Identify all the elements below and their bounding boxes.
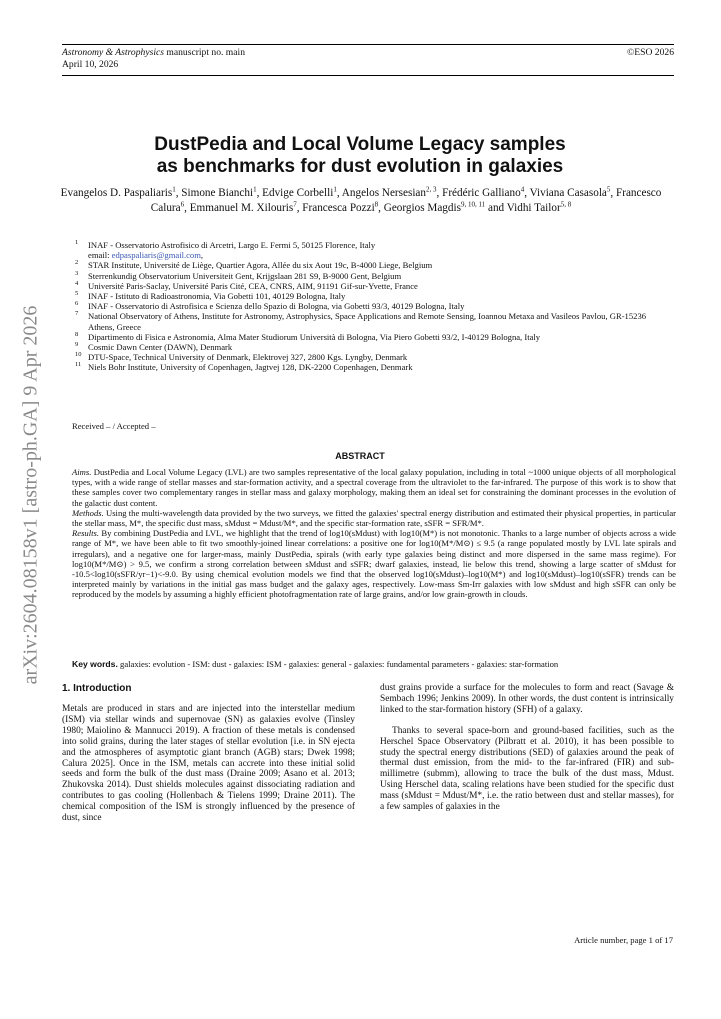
affiliation-text: INAF - Istituto di Radioastronomia, Via Gobetti 101, 40129 Bologna, Italy xyxy=(88,291,346,302)
affiliation-number: 5 xyxy=(75,290,79,298)
column-right xyxy=(380,683,674,813)
affiliation-text: DTU-Space, Technical University of Denmark, Elektrovej 327, 2800 Kgs. Lyngby, Denmark xyxy=(88,352,408,363)
affiliation-number: 11 xyxy=(75,361,82,369)
header-date: April 10, 2026 xyxy=(62,59,119,70)
authors-and: and xyxy=(485,201,507,214)
affiliation-number: 10 xyxy=(75,351,82,359)
arxiv-id: arXiv:2604.08158v1 [astro-ph.GA] 9 Apr 2026 xyxy=(19,305,42,685)
title-line-1: DustPedia and Local Volume Legacy samples xyxy=(154,134,566,155)
abstract-methods xyxy=(72,508,676,528)
author-affiliation-number: 1 xyxy=(172,185,176,194)
author-name: Francesco Calura xyxy=(150,187,662,214)
keywords-text: galaxies: evolution - ISM: dust - galaxies: ISM - galaxies: general - galaxies: fundamental parameters - galaxies: star-formation xyxy=(120,659,559,669)
methods-text: Using the multi-wavelength data provided by the two surveys, we fitted the galaxies' spectral energy distribution and estimated their physical properties, in particular the stellar mass, M*, the specific dust mass, sMdust = Mdust/M*, and the specific star-formation rate, sSFR = SFR/M*. xyxy=(72,507,676,529)
journal-name: Astronomy & Astrophysics xyxy=(62,47,164,58)
author-name: Georgios Magdis xyxy=(383,201,461,214)
affiliation-number: 4 xyxy=(75,279,79,287)
affiliation-number: 3 xyxy=(75,269,79,277)
affiliation-item xyxy=(72,240,672,250)
author-affiliation-number: 9, 10, 11 xyxy=(460,199,486,208)
author-affiliation-number: 8 xyxy=(374,199,379,208)
author-name: Frédéric Galliano xyxy=(442,187,521,199)
affiliation-text: email: xyxy=(88,250,112,261)
affiliation-item xyxy=(72,311,672,331)
affiliation-item xyxy=(72,352,672,362)
affiliation-number: 2 xyxy=(75,259,79,267)
affiliation-item: email: edpaspaliaris@gmail.com, xyxy=(88,250,204,261)
intro-paragraph-1: Metals are produced in stars and are injected into the interstellar medium (ISM) via stellar winds and supernovae (SN) as galaxies evolve (Tinsley 1980; Maiolino & Mannucci 2019). A fraction of these metals is condensed into solid grains, during the later stages of stellar evolution [i.e. in SN ejecta and the atmospheres of asymptotic giant branch (AGB) stars; Dwek 1998; Calura 2025]. Once in the ISM, metals can accrete into these initial solid seeds and form the bulk of the dust mass (Draine 2009; Asano et al. 2013; Zhukovska 2014). Dust shields molecules against dissociating radiation and contributes to gas cooling (Hollenbach & Tielens 1999; Draine 2011). The chemical composition of the ISM is strongly influenced by the presence of dust, since xyxy=(62,704,355,824)
affiliation-item xyxy=(72,301,672,311)
affiliation-item xyxy=(72,271,672,281)
affiliation-text: National Observatory of Athens, Institute for Astronomy, Astrophysics, Space Applications and Remote Sensing, Ioannou Metaxa and Vasileos Pavlou, GR-15236 Athens, Greece xyxy=(88,311,647,332)
intro-paragraph-2: dust grains provide a surface for the molecules to form and react (Savage & Sembach 1996; Jenkins 2009). In other words, the dust content is intrinsically linked to the star-formation history (SFH) of a galaxy. xyxy=(380,683,674,715)
arxiv-stamp xyxy=(16,270,46,720)
affiliation-text: STAR Institute, Université de Liège, Quartier Agora, Allée du six Aout 19c, B-4000 Liege, Belgium xyxy=(88,260,433,271)
keywords-label: Key words. xyxy=(72,659,118,669)
methods-label: Methods. xyxy=(72,507,104,518)
author-name: Emmanuel M. Xilouris xyxy=(189,201,294,214)
author-name: Angelos Nersesian xyxy=(341,187,426,199)
author-name: Viviana Casasola xyxy=(529,187,607,199)
author-affiliation-number: 1 xyxy=(253,185,257,194)
journal-line xyxy=(62,47,245,58)
abstract-aims xyxy=(72,467,676,508)
abstract xyxy=(72,467,676,600)
abstract-results xyxy=(72,528,676,599)
affiliation-item xyxy=(72,342,672,352)
affiliation-number: 9 xyxy=(75,341,79,349)
affiliations xyxy=(72,240,672,373)
intro-paragraph-3: Thanks to several space-born and ground-based facilities, such as the Herschel Space Observatory (Pilbratt et al. 2010), it has been possible to study the spectral energy distributions (SED) of galaxies around the peak of thermal dust emission, from the mid- to the far-infrared (FIR) and sub-millimetre (submm), allowing to trace the bulk of the dust mass, Mdust. Using Herschel data, scaling relations have been studied for the specific dust mass (sMdust = Mdust/M*, i.e. the ratio between dust and stellar masses), for a few samples of galaxies in the xyxy=(380,725,674,813)
affiliation-number: 6 xyxy=(75,300,79,308)
author-affiliation-number: 4 xyxy=(520,185,525,194)
affiliation-item xyxy=(72,260,672,270)
keywords xyxy=(72,659,676,669)
email-link[interactable]: edpaspaliaris@gmail.com xyxy=(111,250,201,261)
manuscript-label: manuscript no. main xyxy=(166,47,245,58)
copyright: ©ESO 2026 xyxy=(627,47,674,58)
affiliation-text: Cosmic Dawn Center (DAWN), Denmark xyxy=(88,342,233,353)
received-accepted: Received – / Accepted – xyxy=(72,421,156,431)
title-line-2: as benchmarks for dust evolution in galaxies xyxy=(156,156,564,177)
author-affiliation-number: 7 xyxy=(293,199,297,208)
author-affiliation-number: 5, 8 xyxy=(560,199,572,208)
running-header xyxy=(62,44,674,76)
affiliation-item xyxy=(72,362,672,372)
author-name: Francesca Pozzi xyxy=(302,201,375,214)
author-name: Simone Bianchi xyxy=(181,187,254,199)
aims-label: Aims. xyxy=(72,467,92,477)
affiliation-number: 1 xyxy=(75,239,79,246)
author-name: Evangelos D. Paspaliaris xyxy=(60,187,173,199)
affiliation-text: Dipartimento di Fisica e Astronomia, Alma Mater Studiorum Università di Bologna, Via Piero Gobetti 93/2, I-40129 Bologna, Italy xyxy=(88,331,541,342)
abstract-heading: ABSTRACT xyxy=(335,451,385,461)
author-affiliation-number: 2, 3 xyxy=(426,185,437,194)
affiliation-item xyxy=(72,332,672,342)
results-label: Results. xyxy=(72,528,99,539)
author-name: Vidhi Tailor xyxy=(506,201,561,214)
affiliation-item xyxy=(72,281,672,291)
author-name: Edvige Corbelli xyxy=(262,187,334,199)
affiliation-number: 8 xyxy=(75,330,79,338)
author-affiliation-number: 1 xyxy=(333,185,337,194)
column-left xyxy=(62,704,355,824)
paper-title xyxy=(62,134,658,178)
author-list: Evangelos D. Paspaliaris$^1$, Simone Bianchi$^1$, Edvige Corbelli$^1$, Angelos Nersesian$^{2, 3}$, Frédéric Galliano$^4$, Viviana Casasola$^5$, Francesco Calura$^6$, Emmanuel M. Xilouris$^7$, Francesca Pozzi$^8$, Georgios Magdis$^{9, 10, 11}$ and Vidhi Tailor$^{5, 8}$ xyxy=(60,185,662,214)
affiliation-item xyxy=(72,291,672,301)
section-heading: 1. Introduction xyxy=(62,683,132,694)
affiliation-text: INAF - Osservatorio Astrofisico di Arcetri, Largo E. Fermi 5, 50125 Florence, Italy xyxy=(88,240,376,250)
aims-text: DustPedia and Local Volume Legacy (LVL) are two samples representative of the local galaxy population, including in total ~1000 unique objects of all morphological types, with a wide range of stellar masses and star-formation activity, and a spectral coverage from the ultraviolet to the far-infrared. The purpose of this work is to show that these samples cover two complementary ranges in stellar mass and galaxy morphology, making them an ideal set for constraining the dominant processes in the evolution of the galactic dust content. xyxy=(72,467,676,508)
affiliation-text: Niels Bohr Institute, University of Copenhagen, Jagtvej 128, DK-2200 Copenhagen, Denmark xyxy=(88,362,413,373)
affiliation-text: Sterrenkundig Observatorium Universiteit Gent, Krijgslaan 281 S9, B-9000 Gent, Belgium xyxy=(88,270,402,281)
page-footer: Article number, page 1 of 17 xyxy=(574,935,673,945)
author-affiliation-number: 5 xyxy=(606,185,611,194)
affiliation-text: Université Paris-Saclay, Université Paris Cité, CEA, CNRS, AIM, 91191 Gif-sur-Yvette, France xyxy=(88,280,418,291)
affiliation-text: INAF - Osservatorio di Astrofisica e Scienza dello Spazio di Bologna, via Gobetti 93/3, 40129 Bologna, Italy xyxy=(88,301,465,312)
author-affiliation-number: 6 xyxy=(180,199,185,208)
affiliation-number: 7 xyxy=(75,310,79,318)
results-text: By combining DustPedia and LVL, we highlight that the trend of log10(sMdust) with log10(M*) is not monotonic. Thanks to a large number of objects across a wide range of M*, we have been able to fit two smoothly-joined linear correlations: a positive one for log10(M*/M⊙) ≤ 9.5 (a range populated mostly by LVL late spirals and irregulars), and a negative one for larger-mass, mainly DustPedia, spirals (with early type galaxies being distinct and more dispersed in the same mass regime). For log10(M*/M⊙) > 9.5, we confirm a strong correlation between sMdust and sSFR; dwarf galaxies, instead, lie below this trend, showing a large scatter of sMdust for -10.5<log10(sSFR/yr−1)<-9.0. By using chemical evolution models we find that the observed log10(sMdust)–log10(M*) and log10(sMdust)–log10(sSFR) trends can be interpreted mainly by variations in the initial gas mass budget and the galaxy ages, respectively. Low-mass Sm-Irr galaxies with low sMdust and high sSFR can only be reproduced by the models by assuming a highly efficient photofragmentation rate of large grains, and/or low grain-growth in clouds. xyxy=(72,528,676,600)
